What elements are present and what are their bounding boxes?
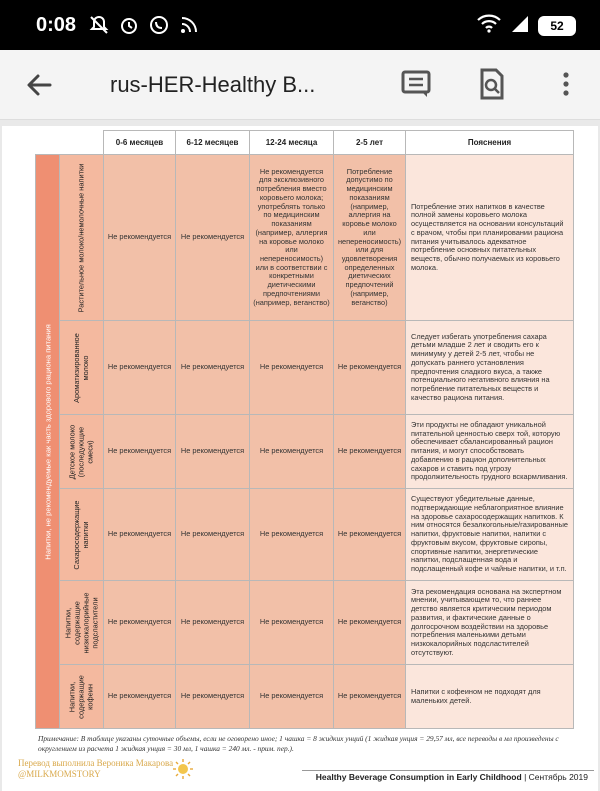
cell-explanation: Следует избегать употребления сахара детьми младше 2 лет и сводить его к минимуму у детей 2-5 лет, чтобы не допускать раннего установления предпочтения сладкого вкуса, а также потенциального негативного влияния на потребление питательных веществ и качество рациона питания. xyxy=(406,321,574,415)
table-corner xyxy=(60,131,104,155)
publication-footer xyxy=(316,772,588,782)
arrow-left-icon xyxy=(22,68,56,102)
table-row xyxy=(36,155,574,321)
signal-icon xyxy=(510,12,530,39)
beverage-recommendations-table xyxy=(35,130,574,729)
status-notification-icons xyxy=(88,14,200,36)
table-row xyxy=(36,321,574,415)
wifi-icon xyxy=(476,12,502,39)
cell-12-24: Не рекомендуется xyxy=(250,321,334,415)
status-system-icons xyxy=(476,12,576,39)
footer-divider xyxy=(302,770,594,771)
comments-button[interactable] xyxy=(398,66,434,102)
publication-title: Healthy Beverage Consumption in Early Childhood xyxy=(315,772,522,782)
header-explanations: Пояснения xyxy=(406,131,574,155)
footer-separator: | xyxy=(524,772,529,782)
cell-12-24: Не рекомендуется xyxy=(250,665,334,729)
cell-explanation: Потребление этих напитков в качестве полной замены коровьего молока осуществляется на основании консультаций с врачом, чтобы при планировании рациона питания учитывалось адекватное потребление основных питательных веществ, обычно получаемых из коровьего молока. xyxy=(406,155,574,321)
cell-0-6: Не рекомендуется xyxy=(104,155,176,321)
credit-line: Перевод выполнила Вероника Макарова xyxy=(18,758,174,768)
header-6-12-months: 6-12 месяцев xyxy=(176,131,250,155)
rss-icon xyxy=(178,14,200,36)
cell-0-6: Не рекомендуется xyxy=(104,489,176,581)
more-vertical-icon xyxy=(548,66,584,102)
cell-2-5: Не рекомендуется xyxy=(334,321,406,415)
table-corner xyxy=(36,131,60,155)
cell-6-12: Не рекомендуется xyxy=(176,415,250,489)
alarm-icon xyxy=(118,14,140,36)
whatsapp-icon xyxy=(148,14,170,36)
comment-icon xyxy=(398,66,434,102)
cell-12-24: Не рекомендуется xyxy=(250,581,334,665)
document-search-icon xyxy=(474,66,510,102)
cell-6-12: Не рекомендуется xyxy=(176,489,250,581)
find-in-document-button[interactable] xyxy=(474,66,510,102)
document-page xyxy=(2,126,598,791)
cell-0-6: Не рекомендуется xyxy=(104,321,176,415)
cell-2-5: Не рекомендуется xyxy=(334,415,406,489)
cell-explanation: Существуют убедительные данные, подтверждающие неблагоприятное влияние на здоровье сахаросодержащих напитков. К ним относятся безалкогольные/газированные напитки, фруктовые напитки, напитки с фруктовым вкусом, фруктовые сиропы, спортивные напитки, энергетические напитки, подслащенная вода и подслащенный кофе и чайные напитки, и т.п. xyxy=(406,489,574,581)
publication-date: Сентябрь 2019 xyxy=(528,772,588,782)
document-title: rus-HER-Healthy B... xyxy=(110,72,316,97)
header-12-24-months: 12-24 месяца xyxy=(250,131,334,155)
app-bar xyxy=(0,50,600,120)
table-footnote: Примечание: В таблице указаны суточные объемы, если не оговорено иное; 1 чашка = 8 жидких унций (1 жидкая унция = 29,57 мл, все переводы в мл произведены с округлением из расчета 1 жидкая унция = 30 мл, 1 чашка = 240 мл. - прим. пер.). xyxy=(38,734,559,753)
cell-6-12: Не рекомендуется xyxy=(176,581,250,665)
translator-credit xyxy=(18,758,173,780)
side-category-label xyxy=(36,155,60,729)
table-row xyxy=(36,581,574,665)
status-time: 0:08 xyxy=(36,14,77,36)
header-2-5-years: 2-5 лет xyxy=(334,131,406,155)
cell-6-12: Не рекомендуется xyxy=(176,155,250,321)
header-0-6-months: 0-6 месяцев xyxy=(104,131,176,155)
side-label-text: Напитки, не рекомендуемые как часть здорового рациона питания xyxy=(42,323,52,560)
cell-explanation: Эта рекомендация основана на экспертном мнении, учитывающем то, что раннее детство является критическим периодом развития, и фактические данные о долгосрочном воздействии на здоровье потребления маленькими детьми низкокалорийных подсластителей отсутствуют. xyxy=(406,581,574,665)
row-category: Растительное молоко/немолочные напитки xyxy=(60,155,104,321)
row-category: Напитки, содержащие кофеин xyxy=(60,665,104,729)
cell-2-5: Не рекомендуется xyxy=(334,581,406,665)
cell-12-24: Не рекомендуется xyxy=(250,489,334,581)
more-options-button[interactable] xyxy=(548,66,584,102)
cell-0-6: Не рекомендуется xyxy=(104,581,176,665)
table-row xyxy=(36,415,574,489)
cell-6-12: Не рекомендуется xyxy=(176,321,250,415)
cell-12-24: Не рекомендуется xyxy=(250,415,334,489)
row-category: Детское молоко (последующие смеси) xyxy=(60,415,104,489)
credit-handle: @MILKMOMSTORY xyxy=(18,768,101,779)
battery-indicator: 52 xyxy=(538,16,576,36)
cell-explanation: Напитки с кофеином не подходят для маленьких детей. xyxy=(406,665,574,729)
row-category: Сахаросодержащие напитки xyxy=(60,489,104,581)
table-row xyxy=(36,665,574,729)
document-viewer[interactable] xyxy=(0,120,600,791)
cell-6-12: Не рекомендуется xyxy=(176,665,250,729)
row-category: Ароматизированное молоко xyxy=(60,321,104,415)
cell-2-5: Не рекомендуется xyxy=(334,665,406,729)
mute-bell-icon xyxy=(88,14,110,36)
cell-0-6: Не рекомендуется xyxy=(104,415,176,489)
cell-0-6: Не рекомендуется xyxy=(104,665,176,729)
row-category: Напитки, содержащие низкокалорийные подсластители xyxy=(60,581,104,665)
status-bar xyxy=(0,0,600,50)
back-button[interactable] xyxy=(22,68,56,102)
sun-logo-icon xyxy=(172,758,194,780)
cell-explanation: Эти продукты не обладают уникальной питательной ценностью сверх той, которую обеспечивает сбалансированный рацион питания, и могут способствовать добавлению в рацион дополнительных сахаров и ставить под угрозу продолжительность грудного вскармливания. xyxy=(406,415,574,489)
table-row xyxy=(36,489,574,581)
cell-12-24: Не рекомендуется для эксклюзивного потребления вместо коровьего молока; употреблять только по медицинским показаниям (например, аллергия на коровье молоко или непереносимость) или в соответствии с конкретными диетическими предпочтениями (например, веганство) xyxy=(250,155,334,321)
cell-2-5: Потребление допустимо по медицинским показаниям (например, аллергия на коровье молоко или непереносимость) или для удовлетворения определенных диетических предпочтений (например, веганство) xyxy=(334,155,406,321)
cell-2-5: Не рекомендуется xyxy=(334,489,406,581)
